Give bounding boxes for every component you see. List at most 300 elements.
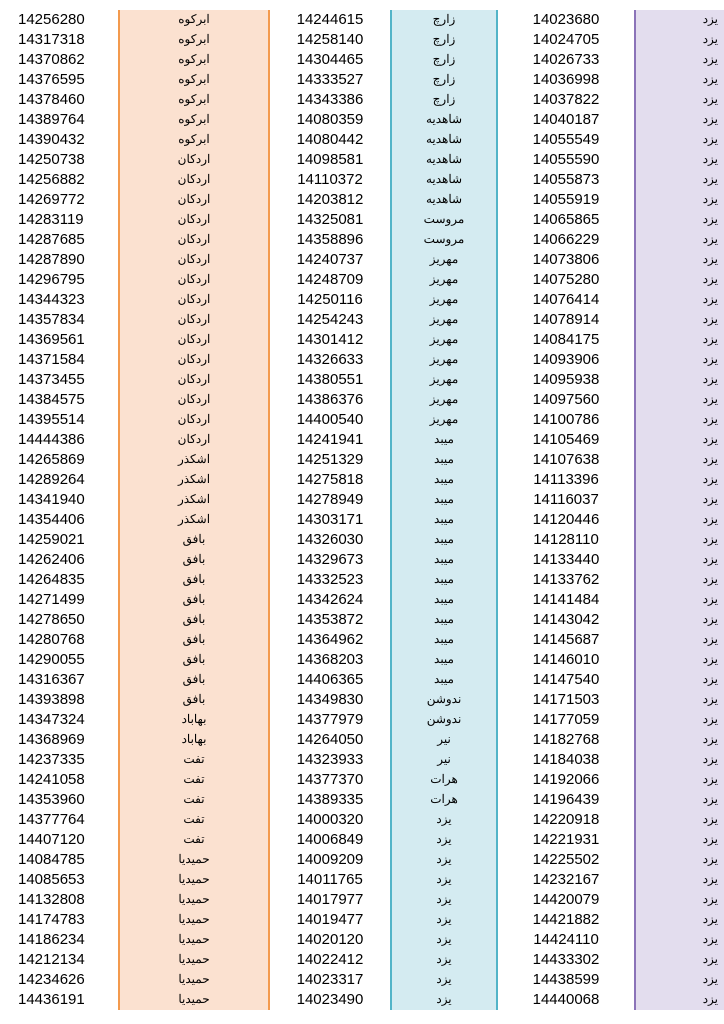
- table-row: [270, 90, 496, 110]
- table-block-purple: [498, 10, 724, 1010]
- city-cell: یزد: [634, 410, 724, 430]
- code-cell: 14192066: [498, 770, 634, 790]
- city-cell: یزد: [634, 270, 724, 290]
- city-cell: مهریز: [390, 350, 496, 370]
- table-row: [498, 250, 724, 270]
- city-cell: حمیدیا: [118, 990, 268, 1010]
- table-row: [0, 510, 268, 530]
- table-row: [270, 230, 496, 250]
- table-row: [270, 510, 496, 530]
- code-table: [0, 10, 724, 1010]
- city-cell: یزد: [634, 230, 724, 250]
- code-cell: 14444386: [0, 430, 118, 450]
- table-row: [270, 530, 496, 550]
- table-row: [270, 830, 496, 850]
- table-row: [0, 310, 268, 330]
- city-cell: حمیدیا: [118, 870, 268, 890]
- table-row: [0, 250, 268, 270]
- code-cell: 14323933: [270, 750, 390, 770]
- city-cell: ندوشن: [390, 710, 496, 730]
- city-cell: بافق: [118, 550, 268, 570]
- city-cell: ابرکوه: [118, 10, 268, 30]
- table-row: [498, 650, 724, 670]
- code-cell: 14420079: [498, 890, 634, 910]
- code-cell: 14304465: [270, 50, 390, 70]
- city-cell: نیر: [390, 750, 496, 770]
- table-row: [270, 930, 496, 950]
- city-cell: شاهدیه: [390, 130, 496, 150]
- city-cell: یزد: [390, 930, 496, 950]
- code-cell: 14036998: [498, 70, 634, 90]
- city-cell: میبد: [390, 470, 496, 490]
- code-cell: 14244615: [270, 10, 390, 30]
- table-row: [270, 150, 496, 170]
- code-cell: 14084175: [498, 330, 634, 350]
- code-cell: 14022412: [270, 950, 390, 970]
- city-cell: یزد: [634, 790, 724, 810]
- code-cell: 14075280: [498, 270, 634, 290]
- code-cell: 14353960: [0, 790, 118, 810]
- table-row: [270, 610, 496, 630]
- city-cell: میبد: [390, 670, 496, 690]
- code-cell: 14009209: [270, 850, 390, 870]
- table-row: [0, 130, 268, 150]
- table-row: [270, 770, 496, 790]
- code-cell: 14184038: [498, 750, 634, 770]
- city-cell: اردکان: [118, 270, 268, 290]
- code-cell: 14333527: [270, 70, 390, 90]
- code-cell: 14371584: [0, 350, 118, 370]
- code-cell: 14105469: [498, 430, 634, 450]
- table-row: [270, 30, 496, 50]
- code-cell: 14098581: [270, 150, 390, 170]
- code-cell: 14055919: [498, 190, 634, 210]
- table-row: [270, 210, 496, 230]
- city-cell: یزد: [634, 850, 724, 870]
- table-row: [498, 610, 724, 630]
- city-cell: یزد: [634, 370, 724, 390]
- table-row: [270, 950, 496, 970]
- table-row: [0, 230, 268, 250]
- code-cell: 14377764: [0, 810, 118, 830]
- table-row: [498, 670, 724, 690]
- table-row: [270, 450, 496, 470]
- city-cell: اردکان: [118, 250, 268, 270]
- table-row: [498, 490, 724, 510]
- code-cell: 14174783: [0, 910, 118, 930]
- code-cell: 14023680: [498, 10, 634, 30]
- table-row: [270, 890, 496, 910]
- city-cell: بافق: [118, 690, 268, 710]
- city-cell: یزد: [634, 630, 724, 650]
- city-cell: اردکان: [118, 190, 268, 210]
- city-cell: بافق: [118, 650, 268, 670]
- table-row: [0, 570, 268, 590]
- table-row: [498, 750, 724, 770]
- city-cell: حمیدیا: [118, 910, 268, 930]
- table-row: [0, 830, 268, 850]
- table-row: [498, 550, 724, 570]
- table-row: [0, 450, 268, 470]
- city-cell: هرات: [390, 770, 496, 790]
- table-row: [0, 930, 268, 950]
- city-cell: زارچ: [390, 50, 496, 70]
- city-cell: ندوشن: [390, 690, 496, 710]
- code-cell: 14377370: [270, 770, 390, 790]
- code-cell: 14146010: [498, 650, 634, 670]
- code-cell: 14370862: [0, 50, 118, 70]
- city-cell: ابرکوه: [118, 90, 268, 110]
- city-cell: یزد: [634, 650, 724, 670]
- table-row: [498, 190, 724, 210]
- table-row: [498, 170, 724, 190]
- code-cell: 14368203: [270, 650, 390, 670]
- table-row: [498, 290, 724, 310]
- code-cell: 14436191: [0, 990, 118, 1010]
- city-cell: اردکان: [118, 290, 268, 310]
- code-cell: 14301412: [270, 330, 390, 350]
- code-cell: 14026733: [498, 50, 634, 70]
- table-row: [498, 710, 724, 730]
- code-cell: 14287890: [0, 250, 118, 270]
- city-cell: یزد: [634, 130, 724, 150]
- city-cell: میبد: [390, 430, 496, 450]
- table-row: [270, 790, 496, 810]
- code-cell: 14240737: [270, 250, 390, 270]
- table-row: [0, 330, 268, 350]
- table-row: [498, 90, 724, 110]
- code-cell: 14020120: [270, 930, 390, 950]
- code-cell: 14329673: [270, 550, 390, 570]
- city-cell: میبد: [390, 550, 496, 570]
- table-row: [270, 50, 496, 70]
- table-row: [498, 450, 724, 470]
- code-cell: 14275818: [270, 470, 390, 490]
- table-row: [270, 710, 496, 730]
- code-cell: 14133762: [498, 570, 634, 590]
- table-row: [270, 910, 496, 930]
- city-cell: یزد: [634, 110, 724, 130]
- code-cell: 14006849: [270, 830, 390, 850]
- city-cell: تفت: [118, 830, 268, 850]
- table-row: [498, 910, 724, 930]
- code-cell: 14017977: [270, 890, 390, 910]
- table-row: [0, 890, 268, 910]
- code-cell: 14055590: [498, 150, 634, 170]
- code-cell: 14358896: [270, 230, 390, 250]
- city-cell: یزد: [634, 170, 724, 190]
- code-cell: 14143042: [498, 610, 634, 630]
- code-cell: 14421882: [498, 910, 634, 930]
- city-cell: یزد: [634, 350, 724, 370]
- code-cell: 14289264: [0, 470, 118, 490]
- code-cell: 14095938: [498, 370, 634, 390]
- table-row: [498, 890, 724, 910]
- table-row: [0, 630, 268, 650]
- table-row: [498, 270, 724, 290]
- table-row: [0, 770, 268, 790]
- table-row: [498, 70, 724, 90]
- code-cell: 14326030: [270, 530, 390, 550]
- table-row: [0, 410, 268, 430]
- city-cell: یزد: [634, 550, 724, 570]
- table-row: [270, 250, 496, 270]
- city-cell: مهریز: [390, 370, 496, 390]
- code-cell: 14186234: [0, 930, 118, 950]
- table-row: [0, 90, 268, 110]
- city-cell: ابرکوه: [118, 30, 268, 50]
- table-row: [270, 190, 496, 210]
- city-cell: مهریز: [390, 390, 496, 410]
- table-row: [498, 370, 724, 390]
- code-cell: 14241058: [0, 770, 118, 790]
- city-cell: یزد: [634, 570, 724, 590]
- city-cell: مهریز: [390, 270, 496, 290]
- code-cell: 14316367: [0, 670, 118, 690]
- table-row: [498, 530, 724, 550]
- table-row: [270, 810, 496, 830]
- table-row: [270, 110, 496, 130]
- table-row: [498, 390, 724, 410]
- code-cell: 14116037: [498, 490, 634, 510]
- city-cell: میبد: [390, 490, 496, 510]
- city-cell: یزد: [634, 50, 724, 70]
- table-row: [270, 670, 496, 690]
- city-cell: تفت: [118, 790, 268, 810]
- code-cell: 14076414: [498, 290, 634, 310]
- table-row: [0, 790, 268, 810]
- table-row: [0, 150, 268, 170]
- code-cell: 14357834: [0, 310, 118, 330]
- table-row: [270, 370, 496, 390]
- code-cell: 14280768: [0, 630, 118, 650]
- code-cell: 14287685: [0, 230, 118, 250]
- city-cell: اردکان: [118, 230, 268, 250]
- code-cell: 14141484: [498, 590, 634, 610]
- code-cell: 14221931: [498, 830, 634, 850]
- code-cell: 14019477: [270, 910, 390, 930]
- table-row: [0, 30, 268, 50]
- city-cell: میبد: [390, 650, 496, 670]
- code-cell: 14000320: [270, 810, 390, 830]
- table-row: [0, 590, 268, 610]
- city-cell: یزد: [634, 10, 724, 30]
- table-row: [270, 330, 496, 350]
- code-cell: 14389764: [0, 110, 118, 130]
- code-cell: 14378460: [0, 90, 118, 110]
- city-cell: بافق: [118, 610, 268, 630]
- city-cell: ابرکوه: [118, 50, 268, 70]
- city-cell: حمیدیا: [118, 950, 268, 970]
- code-cell: 14093906: [498, 350, 634, 370]
- code-cell: 14283119: [0, 210, 118, 230]
- table-row: [270, 10, 496, 30]
- city-cell: میبد: [390, 530, 496, 550]
- city-cell: یزد: [634, 90, 724, 110]
- city-cell: یزد: [634, 870, 724, 890]
- table-row: [498, 770, 724, 790]
- table-row: [270, 850, 496, 870]
- table-row: [0, 870, 268, 890]
- table-row: [270, 870, 496, 890]
- code-cell: 14386376: [270, 390, 390, 410]
- city-cell: اشکذر: [118, 470, 268, 490]
- code-cell: 14317318: [0, 30, 118, 50]
- table-row: [0, 990, 268, 1010]
- code-cell: 14220918: [498, 810, 634, 830]
- code-cell: 14011765: [270, 870, 390, 890]
- code-cell: 14251329: [270, 450, 390, 470]
- code-cell: 14055549: [498, 130, 634, 150]
- city-cell: اردکان: [118, 390, 268, 410]
- table-row: [498, 730, 724, 750]
- city-cell: زارچ: [390, 30, 496, 50]
- table-row: [270, 270, 496, 290]
- city-cell: میبد: [390, 610, 496, 630]
- city-cell: یزد: [634, 330, 724, 350]
- table-row: [270, 310, 496, 330]
- city-cell: زارچ: [390, 90, 496, 110]
- table-row: [270, 990, 496, 1010]
- city-cell: مهریز: [390, 410, 496, 430]
- table-row: [270, 590, 496, 610]
- city-cell: یزد: [634, 730, 724, 750]
- code-cell: 14037822: [498, 90, 634, 110]
- code-cell: 14278650: [0, 610, 118, 630]
- table-row: [498, 150, 724, 170]
- code-cell: 14237335: [0, 750, 118, 770]
- city-cell: بافق: [118, 630, 268, 650]
- code-cell: 14269772: [0, 190, 118, 210]
- city-cell: حمیدیا: [118, 850, 268, 870]
- city-cell: اشکذر: [118, 510, 268, 530]
- city-cell: یزد: [634, 810, 724, 830]
- city-cell: یزد: [390, 830, 496, 850]
- code-cell: 14258140: [270, 30, 390, 50]
- code-cell: 14407120: [0, 830, 118, 850]
- table-row: [0, 970, 268, 990]
- code-cell: 14373455: [0, 370, 118, 390]
- table-row: [0, 730, 268, 750]
- table-row: [498, 870, 724, 890]
- table-row: [0, 610, 268, 630]
- table-row: [498, 410, 724, 430]
- table-row: [0, 270, 268, 290]
- city-cell: تفت: [118, 750, 268, 770]
- code-cell: 14023317: [270, 970, 390, 990]
- code-cell: 14232167: [498, 870, 634, 890]
- code-cell: 14066229: [498, 230, 634, 250]
- city-cell: هرات: [390, 790, 496, 810]
- code-cell: 14259021: [0, 530, 118, 550]
- table-row: [270, 70, 496, 90]
- city-cell: یزد: [634, 670, 724, 690]
- code-cell: 14440068: [498, 990, 634, 1010]
- table-row: [270, 290, 496, 310]
- city-cell: بافق: [118, 590, 268, 610]
- city-cell: یزد: [634, 430, 724, 450]
- code-cell: 14256882: [0, 170, 118, 190]
- city-cell: یزد: [390, 970, 496, 990]
- code-cell: 14113396: [498, 470, 634, 490]
- city-cell: ابرکوه: [118, 110, 268, 130]
- code-cell: 14196439: [498, 790, 634, 810]
- table-row: [270, 570, 496, 590]
- table-row: [270, 690, 496, 710]
- city-cell: اردکان: [118, 350, 268, 370]
- city-cell: یزد: [634, 590, 724, 610]
- table-row: [498, 950, 724, 970]
- city-cell: یزد: [634, 930, 724, 950]
- table-row: [0, 530, 268, 550]
- code-cell: 14433302: [498, 950, 634, 970]
- city-cell: اردکان: [118, 330, 268, 350]
- city-cell: یزد: [390, 950, 496, 970]
- code-cell: 14341940: [0, 490, 118, 510]
- code-cell: 14265869: [0, 450, 118, 470]
- code-cell: 14369561: [0, 330, 118, 350]
- table-row: [270, 490, 496, 510]
- city-cell: حمیدیا: [118, 890, 268, 910]
- code-cell: 14132808: [0, 890, 118, 910]
- code-cell: 14065865: [498, 210, 634, 230]
- code-cell: 14055873: [498, 170, 634, 190]
- code-cell: 14278949: [270, 490, 390, 510]
- city-cell: حمیدیا: [118, 970, 268, 990]
- city-cell: یزد: [634, 710, 724, 730]
- code-cell: 14364962: [270, 630, 390, 650]
- city-cell: شاهدیه: [390, 110, 496, 130]
- city-cell: یزد: [634, 890, 724, 910]
- city-cell: یزد: [634, 490, 724, 510]
- code-cell: 14395514: [0, 410, 118, 430]
- city-cell: یزد: [634, 70, 724, 90]
- code-cell: 14250116: [270, 290, 390, 310]
- code-cell: 14325081: [270, 210, 390, 230]
- table-row: [0, 750, 268, 770]
- code-cell: 14332523: [270, 570, 390, 590]
- city-cell: مروست: [390, 210, 496, 230]
- table-row: [0, 290, 268, 310]
- city-cell: یزد: [634, 610, 724, 630]
- code-cell: 14084785: [0, 850, 118, 870]
- city-cell: بافق: [118, 530, 268, 550]
- city-cell: میبد: [390, 590, 496, 610]
- table-row: [0, 370, 268, 390]
- city-cell: یزد: [390, 890, 496, 910]
- code-cell: 14353872: [270, 610, 390, 630]
- table-row: [498, 110, 724, 130]
- city-cell: اشکذر: [118, 450, 268, 470]
- city-cell: میبد: [390, 450, 496, 470]
- code-cell: 14241941: [270, 430, 390, 450]
- city-cell: تفت: [118, 770, 268, 790]
- table-row: [498, 30, 724, 50]
- city-cell: شاهدیه: [390, 150, 496, 170]
- city-cell: بهاباد: [118, 730, 268, 750]
- table-block-blue: [270, 10, 498, 1010]
- code-cell: 14264835: [0, 570, 118, 590]
- code-cell: 14438599: [498, 970, 634, 990]
- code-cell: 14393898: [0, 690, 118, 710]
- city-cell: اردکان: [118, 430, 268, 450]
- code-cell: 14080359: [270, 110, 390, 130]
- code-cell: 14254243: [270, 310, 390, 330]
- table-row: [270, 650, 496, 670]
- city-cell: یزد: [634, 530, 724, 550]
- city-cell: یزد: [634, 250, 724, 270]
- table-row: [0, 950, 268, 970]
